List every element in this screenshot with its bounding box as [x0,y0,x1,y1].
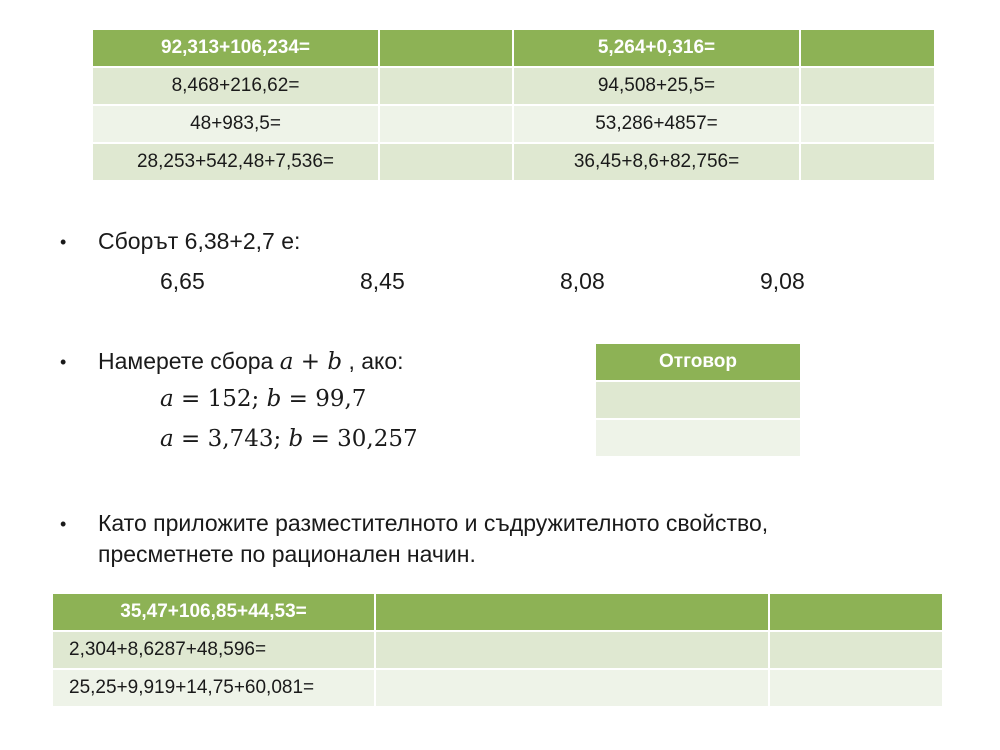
expression-cell: 8,468+216,62= [92,67,379,105]
given-values-2 [160,426,418,452]
var-a: a [160,426,174,452]
value-a: = 152; [173,386,267,412]
question-2-suffix: , ако: [342,348,404,374]
question-3-line-1: Като приложите разместителното и съдружителното свойство, [98,510,769,536]
expression-cell: 25,25+9,919+14,75+60,081= [52,669,375,707]
plus-sign: + [293,349,328,375]
sum-expression [280,349,342,375]
value-b: = 99,7 [281,386,367,412]
table-row [92,105,935,143]
option-4[interactable]: 9,08 [760,268,805,294]
top-exercise-table [91,28,936,182]
table-row [92,29,935,67]
var-b: b [288,426,304,452]
answer-cell[interactable] [595,381,801,419]
expression-cell: 92,313+106,234= [92,29,379,67]
expression-cell: 53,286+4857= [513,105,800,143]
answer-cell[interactable] [800,67,935,105]
work-cell[interactable] [375,593,769,631]
table-row [52,631,943,669]
table-row [595,343,801,381]
table-row [52,593,943,631]
option-3[interactable]: 8,08 [560,268,605,294]
table-row [92,67,935,105]
question-2-intro: Намерете сбора [98,348,274,374]
answer-cell[interactable] [800,29,935,67]
expression-cell: 2,304+8,6287+48,596= [52,631,375,669]
expression-cell: 5,264+0,316= [513,29,800,67]
expression-cell: 35,47+106,85+44,53= [52,593,375,631]
expression-cell: 36,45+8,6+82,756= [513,143,800,181]
table-row [595,419,801,457]
expression-cell: 48+983,5= [92,105,379,143]
var-a: a [160,386,174,412]
answer-cell[interactable] [800,143,935,181]
answer-cell[interactable] [379,105,513,143]
answer-cell[interactable] [379,143,513,181]
option-2[interactable]: 8,45 [360,268,405,294]
var-b: b [266,386,282,412]
bullet-q2: • [60,352,67,372]
question-3-line-2: пресметнете по рационален начин. [98,541,476,567]
answer-header: Отговор [595,343,801,381]
bottom-exercise-table [51,592,944,708]
answer-cell[interactable] [379,67,513,105]
work-cell[interactable] [375,669,769,707]
answer-cell[interactable] [769,593,943,631]
expression-cell: 94,508+25,5= [513,67,800,105]
question-2-text [98,348,404,375]
answer-cell[interactable] [595,419,801,457]
table-row [595,381,801,419]
given-values-1 [160,386,366,412]
answer-cell[interactable] [379,29,513,67]
option-1[interactable]: 6,65 [160,268,205,294]
table-row [92,143,935,181]
answer-cell[interactable] [769,669,943,707]
work-cell[interactable] [375,631,769,669]
answer-cell[interactable] [800,105,935,143]
bullet-q1: • [60,232,67,252]
answer-table [594,342,802,458]
table-row [52,669,943,707]
var-b: b [327,349,343,375]
question-1-text: Сборът 6,38+2,7 е: [98,228,301,254]
value-b: = 30,257 [303,426,418,452]
answer-cell[interactable] [769,631,943,669]
expression-cell: 28,253+542,48+7,536= [92,143,379,181]
var-a: a [279,349,294,375]
value-a: = 3,743; [173,426,289,452]
bullet-q3: • [60,514,67,534]
